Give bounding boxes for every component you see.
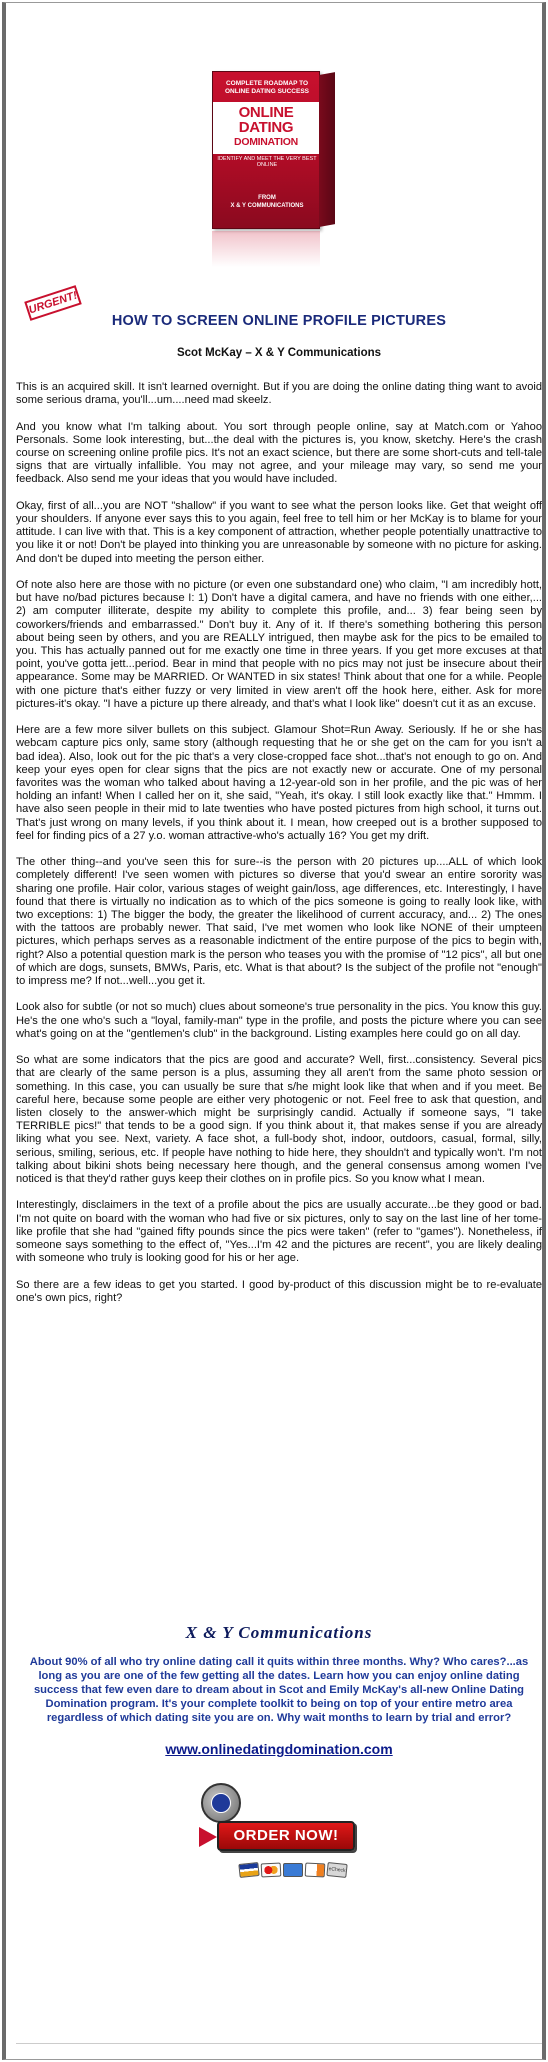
article-paragraph: Interestingly, disclaimers in the text of a profile about the pics are usually accurate...be they good or bad. I'm not quite on board with the woman who had five or six pictures, only to say on the last line of her tome-like profile that she had "gained fifty pounds since the pics were taken" (refer to "games"). Nonetheless, if someone says something to the effect of, "Yes...I'm 42 and the pictures are recent", you are likely dealing with someone who truly is looking good for his or her age.	[16, 1199, 542, 1265]
urgent-stamp: URGENT!	[24, 285, 82, 321]
website-link[interactable]: www.onlinedatingdomination.com	[165, 1741, 393, 1757]
product-from	[217, 194, 317, 210]
order-now-button[interactable]: ORDER NOW!	[217, 1821, 355, 1851]
payment-cards	[239, 1863, 359, 1887]
visa-card-icon	[238, 1862, 259, 1878]
product-title-line-1: ONLINE	[238, 104, 294, 121]
article-paragraph: Of note also here are those with no picture (or even one substandard one) who claim, "I am incredibly hott, but have no/bad pictures because I: 1) Don't have a digital camera, and have no friends with one either,... 2) am computer illiterate, despite my ability to complete this profile, and... 3) fear being seen by coworkers/friends and embarrassed." Don't buy it. Any of it. If there's something bothering this person about being seen by others, and you are REALLY intrigued, then maybe ask for the pics to be emailed to you. This has actually panned out for me exactly one time in three years. If you get more excuses at that point, you've gotta jett...period. Bear in mind that people with no pics may not just be insecure about their appearance. Some may be MARRIED. Or WANTED in six states! Think about that one for a while. People with one picture that's either fuzzy or very limited in view aren't off the hook here, either. Ask for more pictures-it's okay. "I have a picture up there already, and that's what I look like" doesn't cut it as an excuse.	[16, 579, 542, 710]
product-box-reflection	[212, 231, 320, 267]
article-paragraph: Here are a few more silver bullets on this subject. Glamour Shot=Run Away. Seriously. If he or she has webcam capture pics only, same story (although requesting that he or she get on the cam for you isn't a bad idea). Also, look out for the pic that's a very close-cropped face shot...that's not enough to go on. And keep your eyes open for clear signs that the pics are not exactly new or accurate. One of my personal favorites was the woman who talked about having a 12-year-old son in her profile, and the pic was of her holding an infant! When I called her on it, she said, "Yeah, it's okay. I still look exactly like that." Hmmm. I have also seen people in their mid to late twenties who have posted pictures from high school, it turns out. That's just wrong on many levels, if you think about it. I mean, how creeped out is a brother supposed to feel for finding pics of a 27 y.o. woman attractive-who's actually 16? You get my drift.	[16, 724, 542, 842]
article-paragraph: This is an acquired skill. It isn't learned overnight. But if you are doing the online dating thing want to avoid some serious drama, you'll...um....need mad skeelz.	[16, 381, 542, 407]
product-title-line-3: DOMINATION	[234, 136, 298, 148]
company-name: X & Y Communications	[185, 1623, 373, 1642]
product-subtitle: IDENTIFY AND MEET THE VERY BEST ONLINE	[217, 156, 317, 168]
echeck-icon: eCheck	[326, 1862, 347, 1878]
order-badge	[199, 1783, 359, 1913]
product-top-line: COMPLETE ROADMAP TO ONLINE DATING SUCCESS	[224, 80, 310, 95]
mastercard-icon	[261, 1862, 282, 1877]
article-body	[16, 381, 542, 1318]
product-box-spine	[319, 72, 335, 227]
product-title-band	[213, 102, 319, 154]
article-paragraph: And you know what I'm talking about. You sort through people online, say at Match.com or Yahoo Personals. Some look interesting, but...the deal with the pictures is, you know, sketchy. Here's the crash course on screening online profile pics. It's not an exact science, but there are some short-cuts and tell-tale signs that are virtually infallible. You may not agree, and your mileage may vary, so send me your feedback. Also send me your ideas that you would have included.	[16, 420, 542, 486]
product-from-label: FROM	[258, 195, 276, 201]
article-title: HOW TO SCREEN ONLINE PROFILE PICTURES	[111, 313, 447, 329]
product-title-line-2: DATING	[238, 119, 294, 136]
article-paragraph: Look also for subtle (or not so much) clues about someone's true personality in the pics. You know this guy. He's the one who's such a "loyal, family-man" type in the profile, and posts the picture where you can see what's going on at the "gentlemen's club" in the background. Listing examples here could go on all day.	[16, 1001, 542, 1040]
product-box-image	[212, 71, 342, 271]
product-box-front	[212, 71, 320, 229]
article-paragraph: So what are some indicators that the pics are good and accurate? Well, first...consistency. Several pics that are clearly of the same person is a plus, assuming they all aren't from the same photo session or something. In this case, you can usually be sure that s/he might look like that when and if you meet. Be careful here, because some people are either very photogenic or not. Feel free to ask that question, and listen closely to the answer-which might be surprisingly candid. Actually if someone says, "I take TERRIBLE pics!" that tends to be a good sign. If you think about it, that makes sense if you are already liking what you see. Next, variety. A face shot, a full-body shot, indoor, outdoors, casual, formal, silly, serious, smiling, serious, etc. If people have nothing to hide here, they shouldn't and typically won't. I'm not talking about bikini shots being necessary here though, and the general consensus among women I've noticed is that they'd rather guys keep their clothes on in profile pics. So you know what I mean.	[16, 1054, 542, 1186]
article-paragraph: So there are a few ideas to get you started. I good by-product of this discussion might be to re-evaluate one's own pics, right?	[16, 1278, 542, 1304]
guarantee-seal-icon	[201, 1783, 241, 1823]
amex-card-icon	[283, 1863, 303, 1877]
arrow-right-icon	[199, 1827, 217, 1847]
discover-card-icon	[305, 1862, 326, 1877]
seal-center	[211, 1793, 231, 1813]
page-frame	[2, 2, 546, 2060]
article-paragraph: The other thing--and you've seen this for sure--is the person with 20 pictures up....ALL of which look completely different! I've seen women with pictures so diverse that you'd swear an entire sorority was sharing one profile. Hair color, various stages of weight gain/loss, age differences, etc. Interestingly, I have found that there is virtually no indication as to which of the pics someone is going to really look like, with two exceptions: 1) The bigger the body, the greater the likelihood of current accuracy, and... 2) The ones with the tattoos are probably newer. That said, I've met women who look like NONE of their umpteen pictures, which perhaps serves as a reasonable indictment of the entire purpose of the pics to begin with, right? Also a potential question mark is the person who teases you with the promise of "12 pics", all but one of which are dogs, sunsets, BMWs, Paris, etc. What is that about? Is the subject of the profile not "enough" to impress me? If not...well...you get it.	[16, 856, 542, 988]
product-from-company: X & Y COMMUNICATIONS	[230, 203, 304, 209]
bottom-divider	[16, 2043, 542, 2044]
promo-text: About 90% of all who try online dating call it quits within three months. Why? Who cares?...as long as you are one of the few getting all the dates. Learn how you can enjoy online dating success that few even dare to dream about in Scot and Emily McKay's all-new Online Dating Domination program. It's your complete toolkit to being on top of your entire metro area regardless of which dating site you are on. Why wait months to learn by trial and error?	[29, 1656, 529, 1724]
article-paragraph: Okay, first of all...you are NOT "shallow" if you want to see what the person looks like. Get that weight off your shoulders. If anyone ever says this to you again, feel free to tell him or her McKay is to blame for your attitude. I can live with that. This is a key component of attraction, whether people potentially unattractive to you like it or not! Don't be played into thinking you are unreasonable by someone with no picture for asking. And don't be duped into meeting the person either.	[16, 499, 542, 565]
article-author: Scot McKay – X & Y Communications	[176, 347, 382, 359]
